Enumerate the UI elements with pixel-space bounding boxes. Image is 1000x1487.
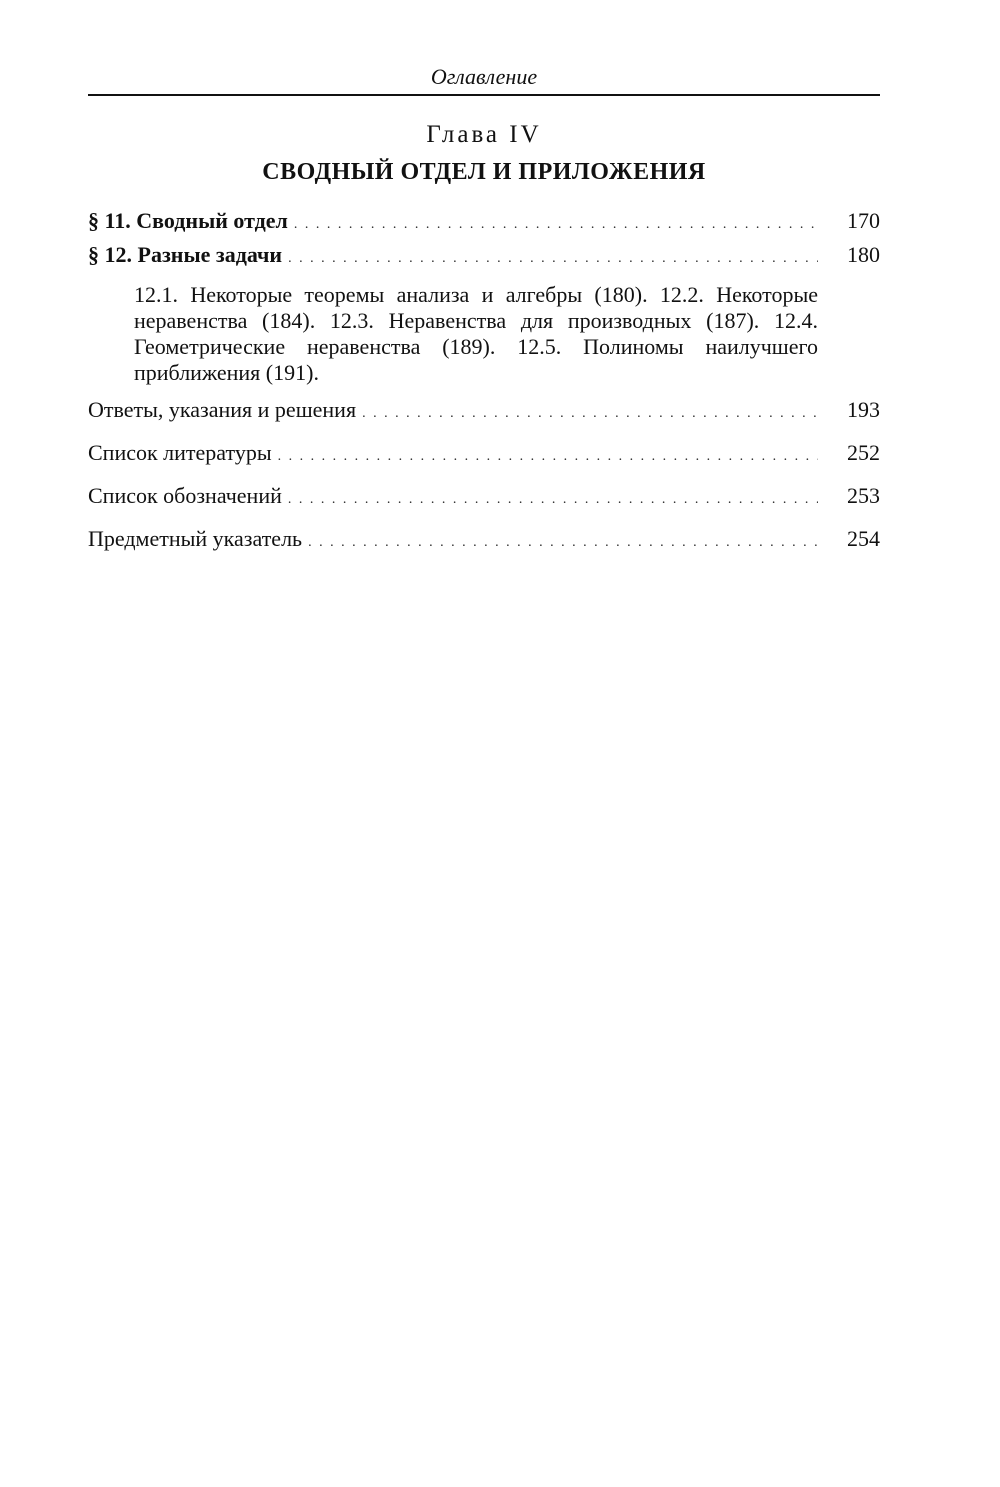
toc-entry-label: Список обозначений [88,483,282,508]
toc-entry-page: 193 [847,397,880,422]
toc-entry-page: 170 [847,208,880,233]
dot-leader [362,399,818,429]
dot-leader [294,210,818,240]
toc-entry-index[interactable] [88,524,880,558]
toc-entry-section-12[interactable] [88,240,880,274]
toc-entry-page: 180 [847,242,880,267]
toc-entry-label: Список литературы [88,440,272,465]
dot-leader [308,528,818,558]
header-rule [88,94,880,96]
toc-entry-label: § 12. Разные задачи [88,242,283,267]
dot-leader [278,442,818,472]
toc-entry-page: 254 [847,526,880,551]
toc-entry-label: Предметный указатель [88,526,303,551]
toc-entry-label: § 11. Сводный отдел [88,208,288,233]
book-page [88,62,880,558]
toc-entry-page: 252 [847,440,880,465]
toc-entry-notation[interactable] [88,481,880,515]
toc-entry-bibliography[interactable] [88,438,880,472]
toc-entry-page: 253 [847,483,880,508]
running-head: Оглавление [430,64,538,89]
toc-entry-section-11[interactable] [88,206,880,240]
toc-entry-answers[interactable] [88,395,880,429]
dot-leader [288,485,818,515]
table-of-contents [88,206,880,558]
chapter-label: Глава IV [426,121,542,148]
subsection-list: 12.1. Некоторые теоремы анализа и алгебры (180). 12.2. Некоторые неравенства (184). 12.3. Неравенства для производных (187). 12.4. Геометрические неравенства (189). 12.5. Полиномы наилучшего приближения (191). [134,282,818,385]
chapter-title: СВОДНЫЙ ОТДЕЛ И ПРИЛОЖЕНИЯ [262,159,706,185]
dot-leader [288,244,818,274]
toc-entry-label: Ответы, указания и решения [88,397,357,422]
